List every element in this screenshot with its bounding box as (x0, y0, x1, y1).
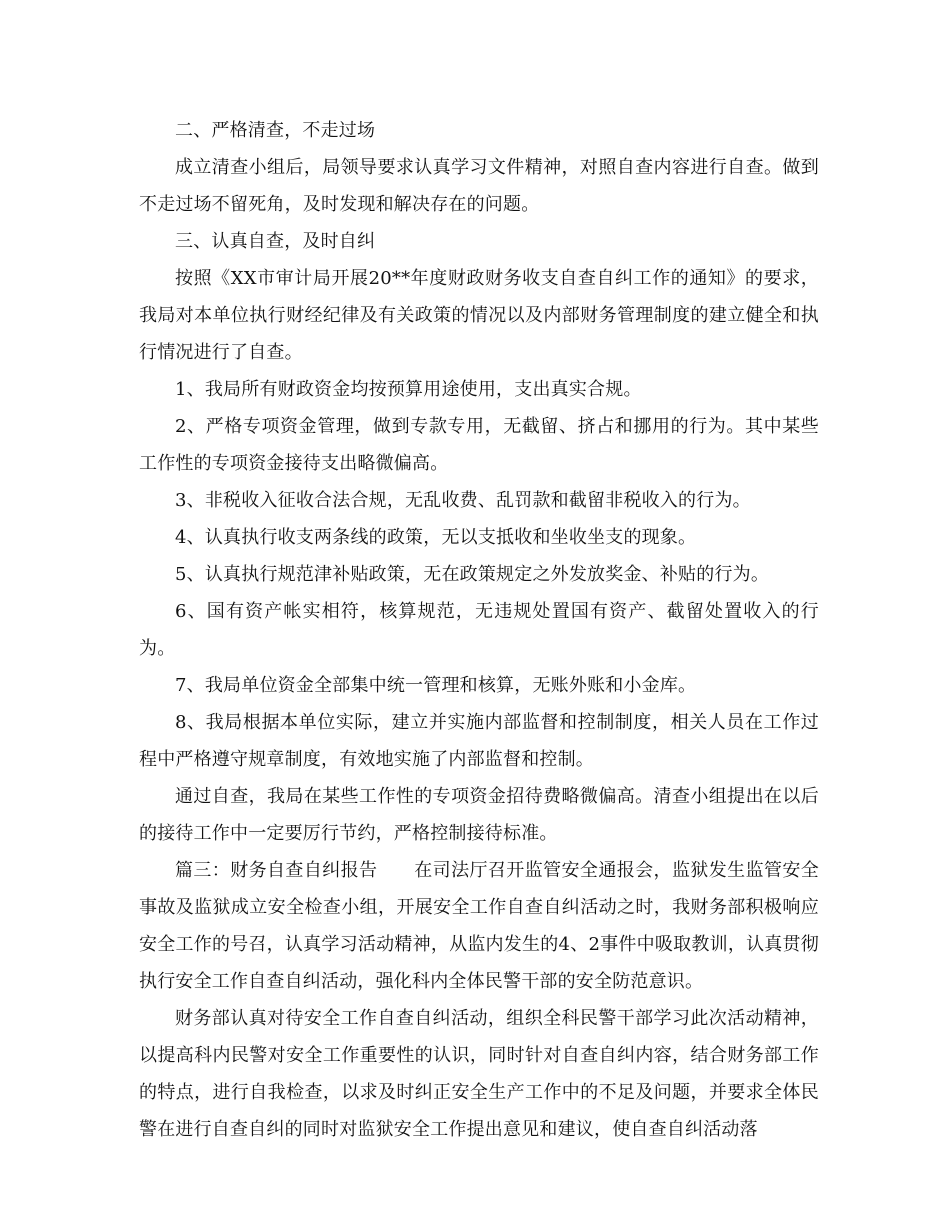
list-item-7: 7、我局单位资金全部集中统一管理和核算，无账外账和小金库。 (175, 675, 697, 696)
list-item-1: 1、我局所有财政资金均按预算用途使用，支出真实合规。 (175, 379, 642, 400)
paragraph: 篇三：财务自查自纠报告 在司法厅召开监管安全通报会，监狱发生监管安全事故及监狱成立安全检查小组，开展安全工作自查自纠活动之时，我财务部积极响应安全工作的号召，认真学习活动精神，从监内发生的4、2事件中吸取教训，认真贯彻执行安全工作自查自纠活动，强化科内全体民警干部的安全防范意识。 (139, 860, 819, 992)
section-heading-3: 三、认真自查，及时自纠 (175, 231, 376, 252)
paragraph: 按照《XX市审计局开展20**年度财政财务收支自查自纠工作的通知》的要求，我局对本单位执行财经纪律及有关政策的情况以及内部财务管理制度的建立健全和执行情况进行了自查。 (139, 268, 819, 363)
list-item-5: 5、认真执行规范津补贴政策，无在政策规定之外发放奖金、补贴的行为。 (175, 564, 770, 585)
paragraph: 通过自查，我局在某些工作性的专项资金招待费略微偏高。清查小组提出在以后的接待工作中一定要厉行节约，严格控制接待标准。 (139, 786, 819, 844)
paragraph: 成立清查小组后，局领导要求认真学习文件精神，对照自查内容进行自查。做到不走过场不留死角，及时发现和解决存在的问题。 (139, 157, 819, 215)
list-item-2: 2、严格专项资金管理，做到专款专用，无截留、挤占和挪用的行为。其中某些工作性的专项资金接待支出略微偏高。 (139, 416, 819, 474)
document-body (139, 112, 819, 1148)
list-item-8: 8、我局根据本单位实际，建立并实施内部监督和控制制度，相关人员在工作过程中严格遵守规章制度，有效地实施了内部监督和控制。 (139, 712, 819, 770)
list-item-3: 3、非税收入征收合法合规，无乱收费、乱罚款和截留非税收入的行为。 (175, 490, 751, 511)
list-item-4: 4、认真执行收支两条线的政策，无以支抵收和坐收坐支的现象。 (175, 527, 697, 548)
list-item-6: 6、国有资产帐实相符，核算规范，无违规处置国有资产、截留处置收入的行为。 (139, 601, 819, 659)
paragraph: 财务部认真对待安全工作自查自纠活动，组织全科民警干部学习此次活动精神，以提高科内民警对安全工作重要性的认识，同时针对自查自纠内容，结合财务部工作的特点，进行自我检查，以求及时纠正安全生产工作中的不足及问题，并要求全体民警在进行自查自纠的同时对监狱安全工作提出意见和建议，使自查自纠活动落 (139, 1008, 819, 1140)
section-heading-2: 二、严格清查，不走过场 (175, 120, 376, 141)
